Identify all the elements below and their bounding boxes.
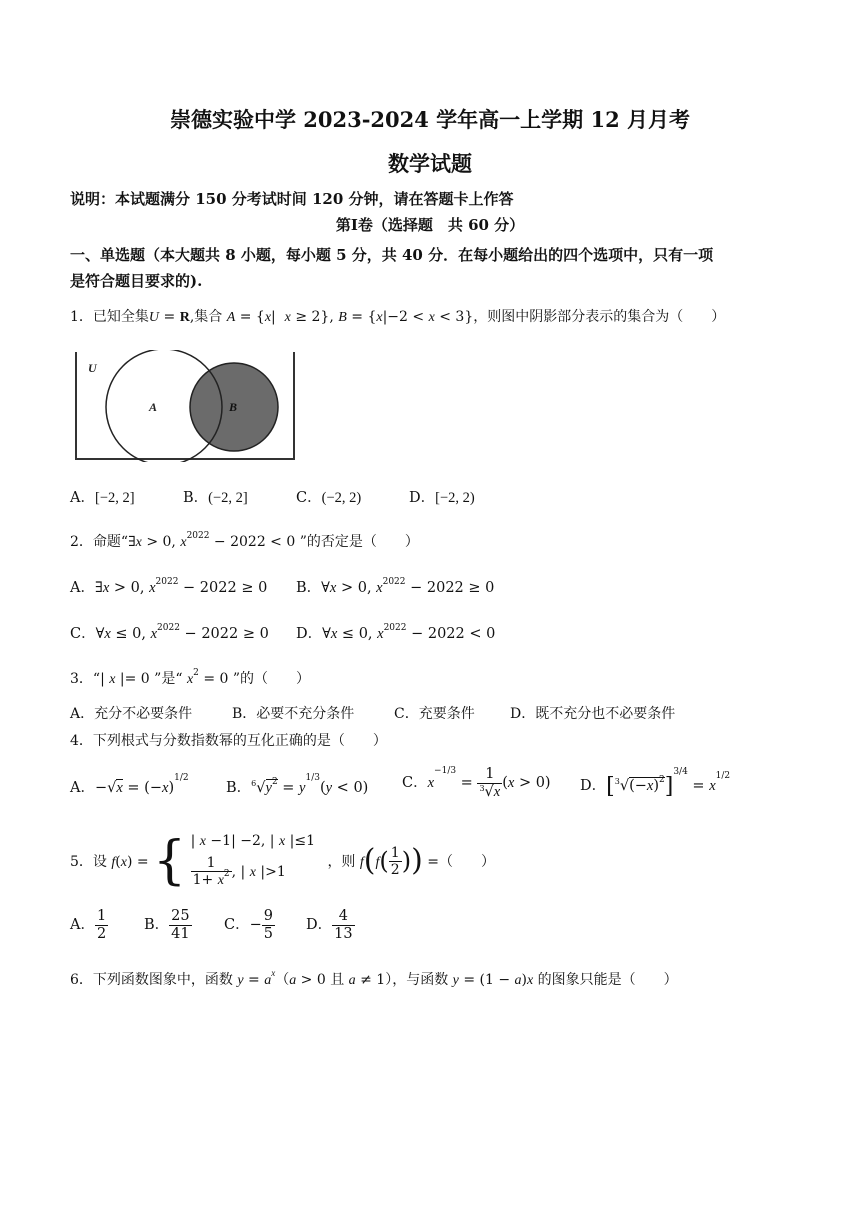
q4-option-c[interactable]: C．$x^{-1/3}$ = $\frac{1}{^3√x}$ (x > 0) — [402, 766, 551, 800]
set-a-label: A — [149, 400, 158, 414]
exam-note: 说明：本试题满分 150 分考试时间 120 分钟，请在答题卡上作答 — [70, 190, 514, 208]
q2-stem: 2．命题“∃x > 0, $x^{2022} - 2022 < 0$ ”的否定是（ ） — [70, 531, 419, 550]
section-heading-line1: 一、单选题（本大题共 8 小题，每小题 5 分，共 40 分．在每小题给出的四个选项中，只有一项 — [70, 246, 714, 264]
q1-stem: 1．已知全集U = R,集合 A = {x| x ≥ 2}, B = {x|−2 < x < 3}，则图中阴影部分表示的集合为（ ） — [70, 309, 726, 325]
q1-option-a[interactable]: A．[−2, 2] — [70, 490, 135, 506]
q3-option-c[interactable]: C．充要条件 — [394, 706, 475, 722]
q2-option-d[interactable]: D．∀x ≤ 0, $x^{2022} - 2022 < 0$ — [296, 623, 496, 642]
q5-option-d[interactable]: D． $\frac{4}{13}$ — [306, 908, 353, 942]
q6-stem: 6．下列函数图象中，函数 $y = a^x(a > 0$ 且 a ≠ 1），与函数 y = (1 − a)x 的图象只能是（ ） — [70, 968, 678, 988]
q4-stem: 4．下列根式与分数指数幂的互化正确的是（ ） — [70, 733, 387, 749]
q5-stem: 5．设 f(x) = { | x −1| −2, | x |≤1 $\frac{1}{1+ x^2}$ , | x |>1 ，则 f(f( $\frac{1}{2}$ )) =（ ） — [70, 830, 495, 891]
q2-option-c[interactable]: C．∀x ≤ 0, $x^{2022} - 2022 \ge 0$ — [70, 623, 269, 642]
section-heading-line2: 是符合题目要求的). — [70, 272, 203, 290]
exam-title: 崇德实验中学 2023-2024 学年高一上学期 12 月月考 — [169, 107, 691, 132]
q1-option-b[interactable]: B．(−2, 2] — [183, 490, 248, 506]
q3-option-a[interactable]: A．充分不必要条件 — [70, 706, 193, 722]
q4-option-b[interactable]: B．$^6√y^2 = y^{1/3}(y < 0)$ — [226, 773, 369, 796]
q4-option-a[interactable]: A．$-√x = (-x)^{1/2}$ — [70, 773, 189, 796]
q5-option-b[interactable]: B． $\frac{25}{41}$ — [144, 908, 190, 942]
q1-option-c[interactable]: C．(−2, 2) — [296, 490, 362, 506]
volume-heading: 第Ⅰ卷（选择题 共 60 分） — [335, 216, 525, 234]
q3-stem: 3．“| x |= 0 ”是“ $x^2 = 0$ ”的（ ） — [70, 668, 311, 687]
q2-option-a[interactable]: A．∃x > 0, $x^{2022} - 2022 \ge 0$ — [70, 577, 268, 596]
q1-option-d[interactable]: D．[−2, 2) — [409, 490, 475, 506]
universe-label: U — [88, 361, 97, 375]
exam-subtitle: 数学试题 — [388, 151, 472, 176]
q2-option-b[interactable]: B．∀x > 0, $x^{2022} - 2022 \ge 0$ — [296, 577, 495, 596]
q5-option-c[interactable]: C．− $\frac{9}{5}$ — [224, 908, 273, 942]
venn-diagram — [74, 350, 298, 462]
q3-option-b[interactable]: B．必要不充分条件 — [232, 706, 355, 722]
set-b-label: B — [229, 400, 238, 414]
q5-option-a[interactable]: A． $\frac{1}{2}$ — [70, 908, 107, 942]
q4-option-d[interactable]: D．$[^3√(-x)^2]^{3/4} = x^{1/2}$ — [580, 767, 731, 799]
q3-option-d[interactable]: D．既不充分也不必要条件 — [510, 706, 676, 722]
